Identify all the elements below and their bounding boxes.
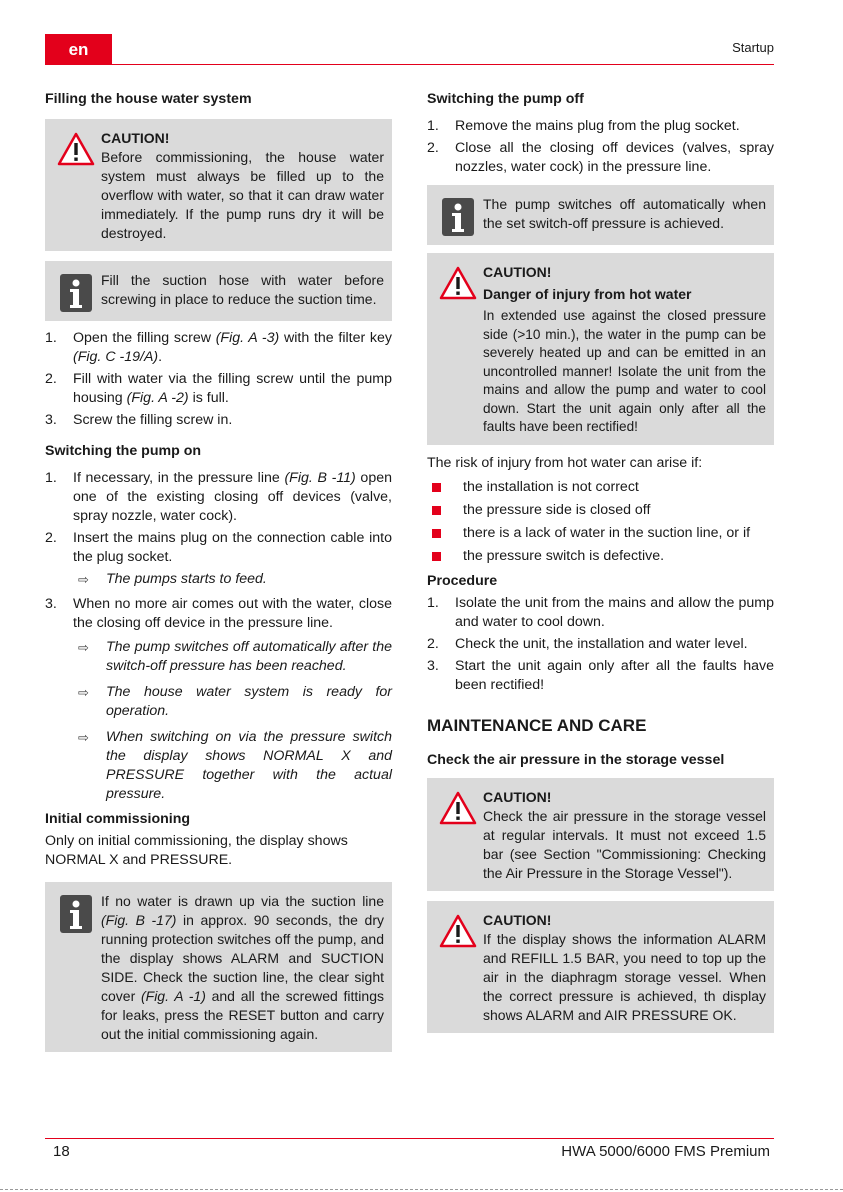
arrow-right-icon: ⇨ [78,640,89,655]
list-item: the installation is not correct [427,478,774,497]
switch-on-heading: Switching the pump on [45,443,202,459]
procedure-heading: Procedure [427,572,498,589]
bullet-square-icon [432,529,441,538]
list-item: 2. Close all the closing off devices (valves, spray nozzles, water cock) in the pressure line. [427,140,774,175]
right-column [427,90,774,1033]
list-item: 1. Remove the mains plug from the plug socket. [427,118,740,134]
bullet-square-icon [432,483,441,492]
info-icon [51,892,101,1044]
bullet-square-icon [432,552,441,561]
list-item: 2. Fill with water via the filling screw until the pump housing (Fig. A -2) is full. [45,371,392,406]
caution-box [45,119,392,251]
switch-on-steps [45,469,392,567]
warning-triangle-icon [51,129,101,243]
filling-heading: Filling the house water system [45,91,252,107]
info-icon [433,195,483,237]
result-item: ⇨ The pumps starts to feed. [78,571,267,587]
switch-on-steps-cont [45,595,392,633]
initial-commissioning-heading: Initial commissioning [45,811,191,827]
filling-steps [45,329,392,430]
warning-triangle-icon [433,263,483,437]
info-box [427,185,774,245]
page-edge [0,1189,843,1190]
list-item: 2. Insert the mains plug on the connection cable into the plug socket. [45,530,392,565]
list-item: 2. Check the unit, the installation and water level. [427,635,748,652]
arrow-right-icon: ⇨ [78,572,89,587]
arrow-right-icon: ⇨ [78,685,89,700]
caution-subtitle: Danger of injury from hot water [483,286,692,302]
list-item: the pressure switch is defective. [427,547,774,566]
initial-commissioning-text: Only on initial commissioning, the display shows NORMAL X and PRESSURE. [45,833,348,868]
info-icon [51,271,101,313]
info-box [45,261,392,321]
header-rule [45,64,774,65]
list-item: there is a lack of water in the suction line, or if [427,524,774,543]
list-item: 3. When no more air comes out with the water, close the closing off device in the pressure line. [45,596,392,631]
result-item: ⇨ When switching on via the pressure switch the display shows NORMAL X and PRESSURE together with the actual pressure. [78,729,392,802]
info-text: Fill the suction hose with water before screwing in place to reduce the suction time. [101,272,384,307]
warning-triangle-icon [433,911,483,1025]
info-text: The pump switches off automatically when the set switch-off pressure is achieved. [483,196,766,231]
caution-text: Before commissioning, the house water system must always be filled up to the overflow with water, so that it can draw water immediately. If the pump runs dry it will be destroyed. [101,149,384,241]
language-tab: en [45,34,112,65]
caution-title: CAUTION! [483,264,552,280]
product-name: HWA 5000/6000 FMS Premium [561,1143,770,1160]
maintenance-heading: MAINTENANCE AND CARE [427,715,647,735]
caution-title: CAUTION! [483,788,552,805]
list-item: the pressure side is closed off [427,501,774,520]
air-pressure-heading: Check the air pressure in the storage vessel [427,751,725,768]
caution-title: CAUTION! [483,911,552,928]
bullet-square-icon [432,506,441,515]
switch-off-heading: Switching the pump off [427,91,584,107]
list-item: 3. Screw the filling screw in. [45,412,233,428]
procedure-steps [427,594,774,695]
left-column [45,90,392,1052]
list-item: 1. If necessary, in the pressure line (Fig. B -11) open one of the existing closing off devices (valve, spray nozzle, water cock). [45,470,392,524]
caution-text: Check the air pressure in the storage vessel at regular intervals. It must not exceed 1.5 bar (see Section "Commissioning: Checking the Air Pressure in the Storage Vessel"). [483,807,766,881]
caution-box [427,253,774,445]
caution-box [427,901,774,1033]
list-item: 3. Start the unit again only after all the faults have been rectified! [427,657,774,693]
info-box [45,882,392,1052]
list-item: 1. Open the filling screw (Fig. A -3) with the filter key (Fig. C -19/A). [45,330,392,365]
footer-rule [45,1138,774,1139]
switch-off-steps [427,117,774,177]
risk-list [427,478,774,566]
result-item: ⇨ The house water system is ready for operation. [78,684,392,719]
section-label: Startup [732,40,774,55]
info-text: If no water is drawn up via the suction line (Fig. B -17) in approx. 90 seconds, the dry running protection switches off the pump, and the display shows ALARM and SUCTION SIDE. Check the suction line, the clear sight cover (Fig. A -1) and all the screwed fittings for leaks, press the RESET button and carry out the initial commissioning again. [101,893,385,1042]
warning-triangle-icon [433,788,483,883]
arrow-right-icon: ⇨ [78,730,89,745]
caution-text: In extended use against the closed pressure side (>10 min.), the water in the pump can be severely heated up and can be emitted in an uncontrolled manner! Isolate the unit from the mains and allow the pump and water to cool down. Start the unit again only after all the faults have been rectified! [483,308,766,434]
caution-box [427,778,774,891]
result-item: ⇨ The pump switches off automatically after the switch-off pressure has been reached. [78,639,392,674]
list-item: 1. Isolate the unit from the mains and allow the pump and water to cool down. [427,594,774,630]
page-number: 18 [53,1143,70,1160]
caution-title: CAUTION! [101,130,170,146]
risk-intro: The risk of injury from hot water can arise if: [427,454,703,471]
caution-text: If the display shows the information ALARM and REFILL 1.5 BAR, you need to top up the air in the diaphragm storage vessel. When the correct pressure is achieved, th display shows ALARM and AIR PRESSURE OK. [483,930,766,1023]
